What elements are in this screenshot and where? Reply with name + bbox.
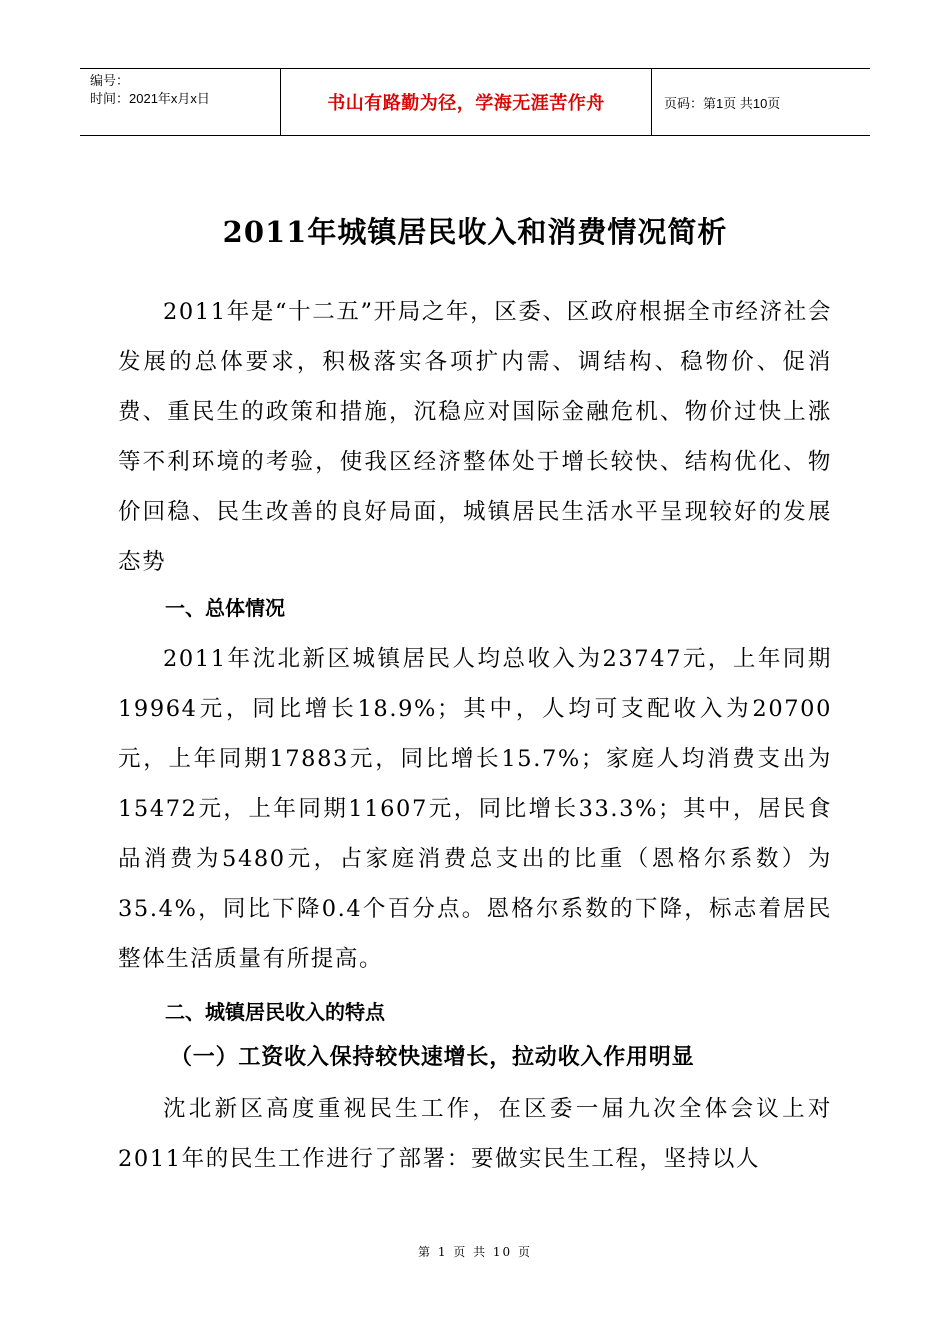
header-motto: 书山有路勤为径，学海无涯苦作舟 <box>281 69 652 135</box>
header-meta <box>80 69 281 135</box>
wage-income-paragraph: 沈北新区高度重视民生工作，在区委一届九次全体会议上对2011年的民生工作进行了部署：要做实民生工程，坚持以人 <box>118 1096 832 1172</box>
intro-paragraph: 2011年是“十二五”开局之年，区委、区政府根据全市经济社会发展的总体要求，积极落实各项扩内需、调结构、稳物价、促消费、重民生的政策和措施，沉稳应对国际金融危机、物价过快上涨等不利环境的考验，使我区经济整体处于增长较快、结构优化、物价回稳、民生改善的良好局面，城镇居民生活水平呈现较好的发展态势 <box>118 299 832 575</box>
section-heading-overview: 一、总体情况 <box>165 596 285 620</box>
document-title: 2011年城镇居民收入和消费情况简析 <box>222 215 728 249</box>
document-number-label: 编号： <box>90 73 130 88</box>
header-page-info: 页码：第1页 共10页 <box>664 95 781 111</box>
page-footer: 第 1 页 共 10 页 <box>418 1245 532 1259</box>
subsection-heading-wage-income: （一）工资收入保持较快速增长，拉动收入作用明显 <box>170 1044 695 1070</box>
document-header <box>80 68 870 136</box>
overview-paragraph: 2011年沈北新区城镇居民人均总收入为23747元，上年同期19964元，同比增长18.9%；其中，人均可支配收入为20700元，上年同期17883元，同比增长15.7%；家庭人均消费支出为15472元，上年同期11607元，同比增长33.3%；其中，居民食品消费为5480元，占家庭消费总支出的比重（恩格尔系数）为35.4%，同比下降0.4个百分点。恩格尔系数的下降，标志着居民整体生活质量有所提高。 <box>118 646 832 972</box>
section-heading-income-features: 二、城镇居民收入的特点 <box>165 1000 385 1024</box>
document-date-label: 时间：2021年x月x日 <box>90 91 210 106</box>
